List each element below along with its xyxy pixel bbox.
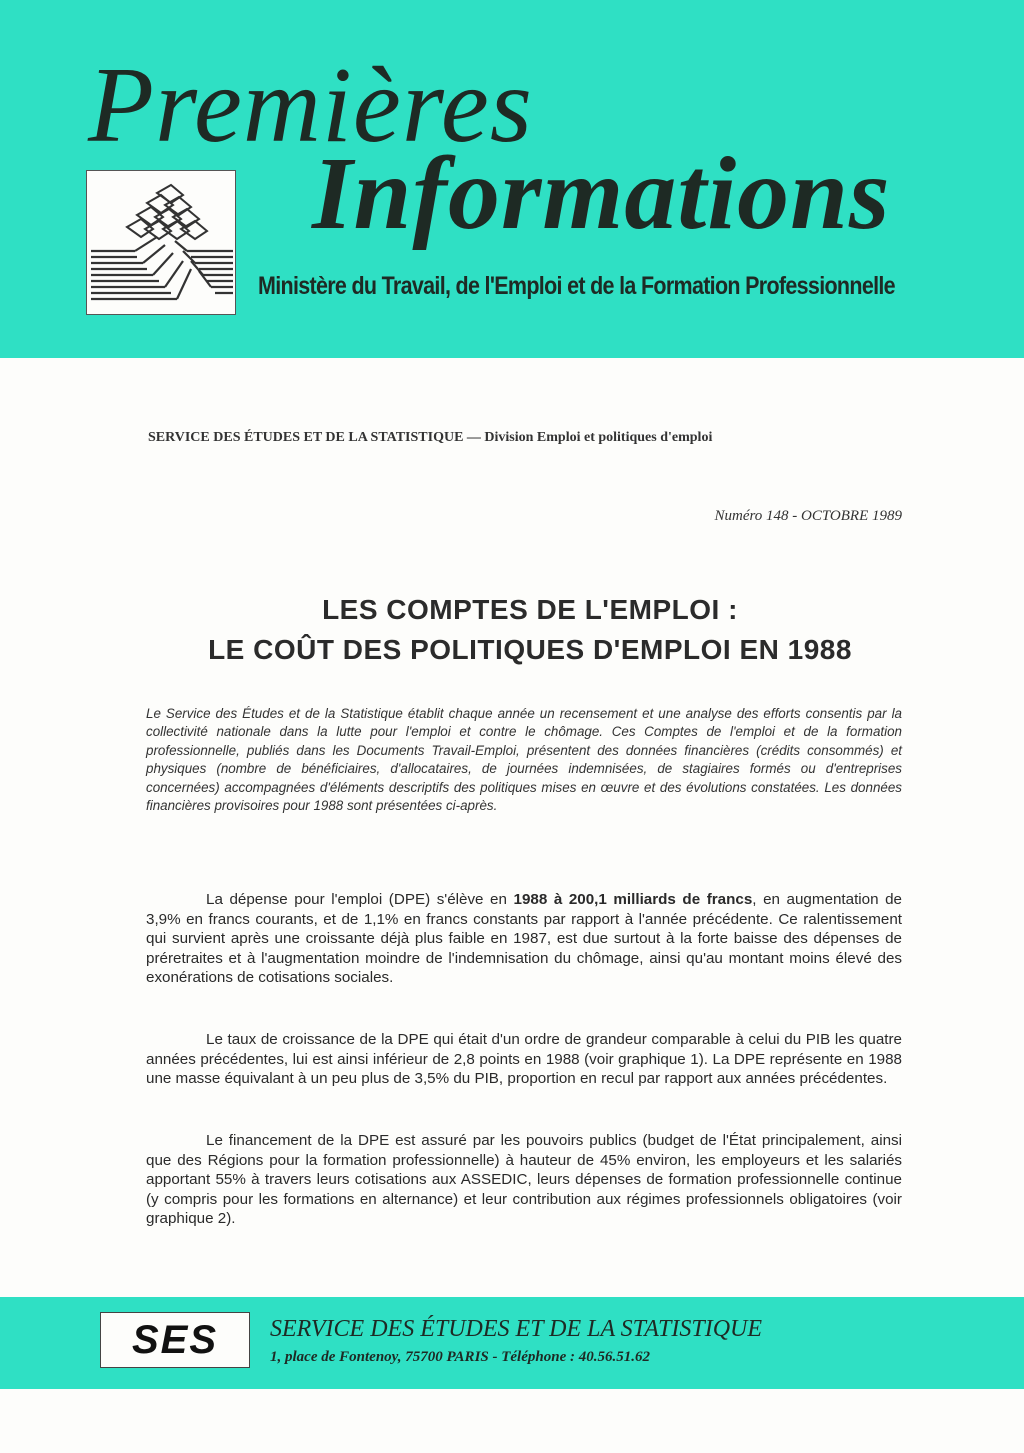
publication-title-line1: Premières	[88, 46, 533, 165]
headline-line1: LES COMPTES DE L'EMPLOI :	[322, 594, 738, 625]
p1-rest: , en augmentation de 3,9% en francs courants, et de 1,1% en francs constants par rapport à l'année précédente. Ce ralentissement qui survient après une croissante déjà plus faible en 1987, est due surtout à la forte baisse des dépenses de préretraites et à l'augmentation moindre de l'indemnisation du chômage, ainsi qu'au montant moins élevé des exonérations de cotisations sociales.	[146, 891, 903, 986]
p1-highlight: 1988 à 200,1 milliards de francs	[513, 891, 753, 908]
publication-title-line2: Informations	[312, 136, 891, 251]
ses-logo-text: SES	[131, 1317, 219, 1362]
body-paragraph-2: Le taux de croissance de la DPE qui était d'un ordre de grandeur comparable à celui du PIB les quatre années précédentes, lui est ainsi inférieur de 2,8 points en 1988 (voir graphique 1). La DPE représente en 1988 une masse équivalant à un peu plus de 3,5% du PIB, proportion en recul par rapport aux années précédentes.	[146, 1031, 902, 1087]
service-division-line	[148, 430, 903, 446]
body-paragraph-3: Le financement de la DPE est assuré par les pouvoirs publics (budget de l'État principalement, ainsi que des Régions pour la formation professionnelle) à hauteur de 45% environ, les employeurs et les salariés apportant 55% à travers leurs cotisations aux ASSEDIC, leurs dépenses de formation professionnelle continue (y compris pour les formations en alternance) et leur contribution aux régimes professionnels obligatoires (voir graphique 2).	[146, 1132, 902, 1227]
service-separator: —	[463, 430, 485, 445]
stepped-pyramid-logo-icon	[87, 171, 235, 314]
ses-logo	[100, 1312, 250, 1368]
footer-address: 1, place de Fontenoy, 75700 PARIS - Téléphone : 40.56.51.62	[270, 1349, 650, 1365]
division-name: Division Emploi et politiques d'emploi	[484, 430, 713, 445]
body-paragraph-1	[146, 890, 902, 988]
issue-number: Numéro 148 - OCTOBRE 1989	[714, 508, 902, 524]
headline-line2: LE COÛT DES POLITIQUES D'EMPLOI EN 1988	[208, 634, 852, 665]
abstract: Le Service des Études et de la Statistique établit chaque année un recensement et une analyse des efforts consentis par la collectivité nationale dans la lutte pour l'emploi et contre le chômage. Ces Comptes de l'emploi et de la formation professionnelle, publiés dans les Documents Travail-Emploi, présentent des données financières (crédits consommés) et physiques (nombre de bénéficiaires, d'allocataires, de journées indemnisées, de stagiaires formés ou d'entreprises concernées) accompagnées d'éléments descriptifs des politiques mises en œuvre et des évolutions constatées. Les données financières provisoires pour 1988 sont présentées ci-après.	[146, 706, 902, 814]
p1-start: La dépense pour l'emploi (DPE) s'élève en	[206, 891, 514, 908]
footer-service-name: SERVICE DES ÉTUDES ET DE LA STATISTIQUE	[270, 1316, 763, 1342]
ministry-name: Ministère du Travail, de l'Emploi et de la Formation Professionnelle	[258, 272, 895, 300]
service-name: SERVICE DES ÉTUDES ET DE LA STATISTIQUE	[148, 430, 464, 445]
ministry-logo	[86, 170, 236, 315]
